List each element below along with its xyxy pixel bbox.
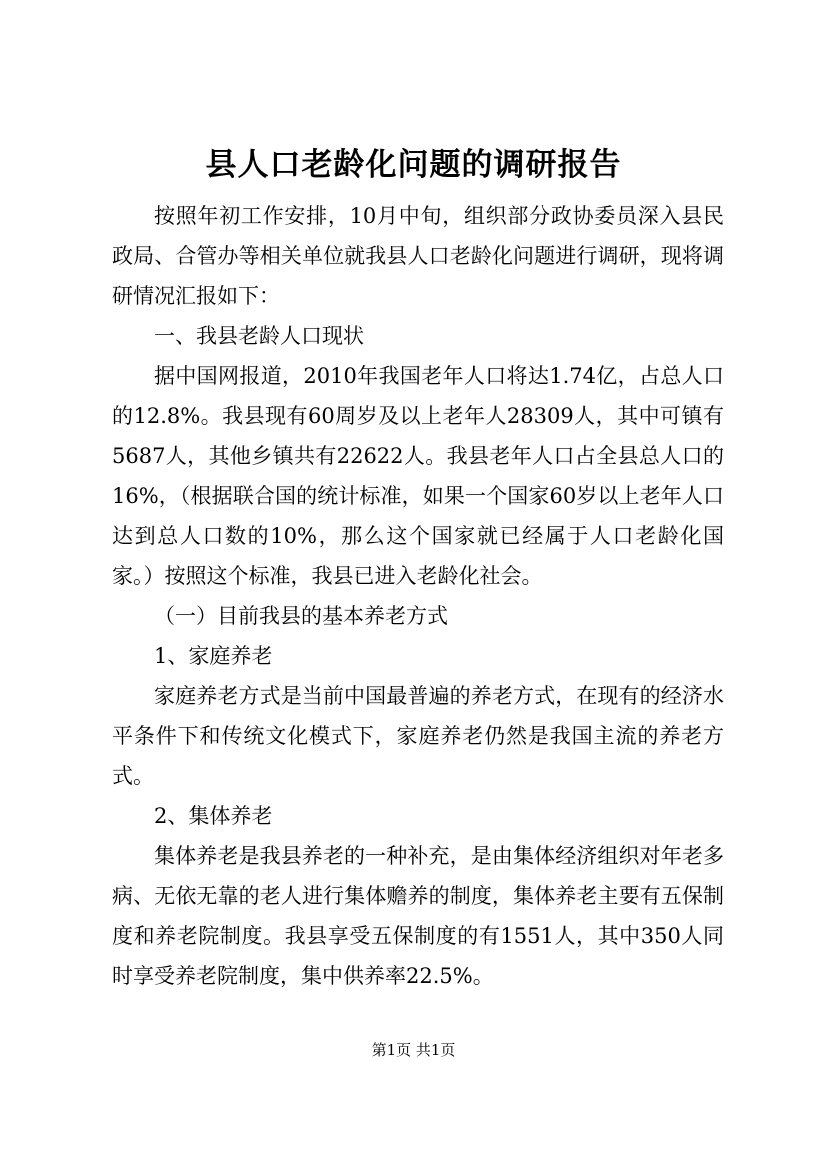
page-number-footer: 第1页 共1页 [371,1041,456,1059]
subsection-heading-1: （一）目前我县的基本养老方式 [154,604,448,628]
paragraph-status: 据中国网报道，2010年我国老年人口将达1.74亿，占总人口的12.8%。我县现有60周岁及以上老年人28309人，其中可镇有5687人，其他乡镇共有22622人。我县老年人口占全县总人口的16%，（根据联合国的统计标准，如果一个国家60岁以上老年人口达到总人口数的10%，那么这个国家就已经属于人口老龄化国家。）按照这个标准，我县已进入老龄化社会。 [112,364,724,588]
document-body [112,196,724,996]
document-title: 县人口老龄化问题的调研报告 [205,147,622,183]
paragraph-family: 家庭养老方式是当前中国最普遍的养老方式，在现有的经济水平条件下和传统文化模式下，家庭养老仍然是我国主流的养老方式。 [112,684,724,788]
item-heading-collective: 2、集体养老 [154,804,273,828]
paragraph-intro: 按照年初工作安排，10月中旬，组织部分政协委员深入县民政局、合管办等相关单位就我县人口老龄化问题进行调研，现将调研情况汇报如下： [112,204,724,308]
paragraph-collective: 集体养老是我县养老的一种补充，是由集体经济组织对年老多病、无依无靠的老人进行集体赡养的制度，集体养老主要有五保制度和养老院制度。我县享受五保制度的有1551人，其中350人同时享受养老院制度，集中供养率22.5%。 [112,844,724,988]
section-heading-1: 一、我县老龄人口现状 [154,324,364,348]
item-heading-family: 1、家庭养老 [154,644,273,668]
